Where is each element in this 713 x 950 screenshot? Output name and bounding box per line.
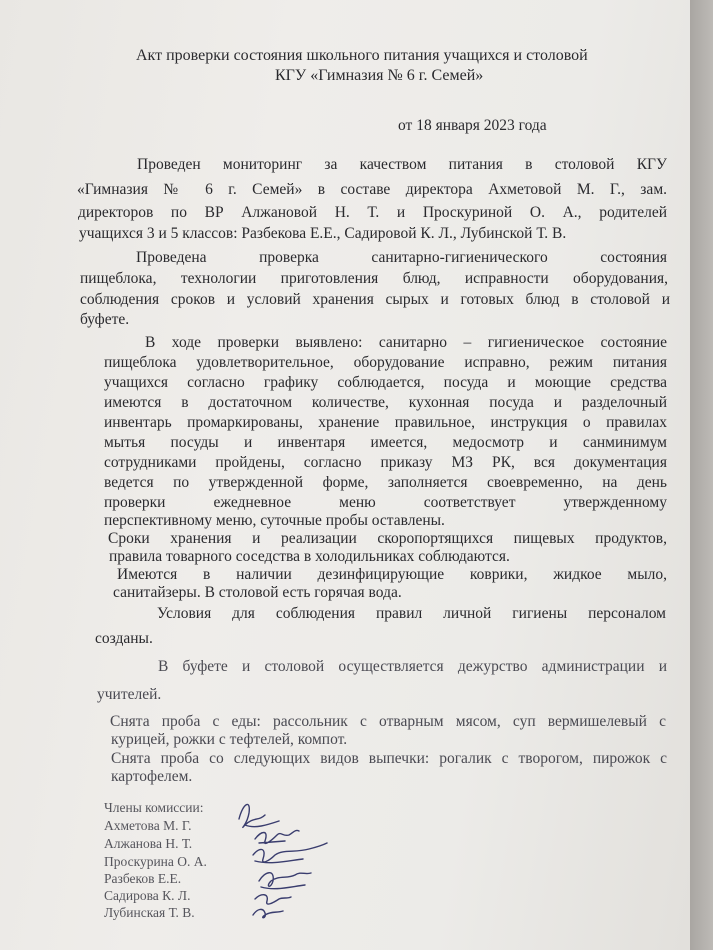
paragraph-2-line-3: соблюдения сроков и условий хранения сырых и готовых блюд в столовой и bbox=[80, 291, 670, 308]
paragraph-4-line-2: правила товарного соседства в холодильниках соблюдаются. bbox=[109, 548, 510, 565]
commission-member: Ахметова М. Г. bbox=[104, 818, 192, 833]
paragraph-3-line-3: учащихся согласно графику соблюдается, посуда и моющие средства bbox=[104, 374, 667, 391]
paragraph-3-line-9: проверки ежедневное меню соответствует утвержденному bbox=[104, 494, 667, 511]
paragraph-8-line-1: Снята проба с еды: рассольник с отварным мясом, суп вермишелевый с bbox=[110, 713, 666, 730]
paragraph-1-line-4: учащихся 3 и 5 классов: Разбекова Е.Е., Садировой К. Л., Лубинской Т. В. bbox=[79, 225, 567, 242]
signature-5 bbox=[255, 895, 291, 904]
paragraph-2-line-4: буфете. bbox=[80, 311, 130, 328]
paragraph-8-line-2: курицей, рожки с тефтелей, компот. bbox=[111, 731, 348, 748]
commission-member: Лубинская Т. В. bbox=[104, 905, 195, 920]
paragraph-3-line-6: мытья посуды и инвентаря имеется, медосмотр и санминимум bbox=[104, 434, 667, 451]
paragraph-3-line-7: сотрудниками пройдены, согласно приказу МЗ РК, вся документация bbox=[104, 454, 667, 471]
paragraph-8-line-4: картофелем. bbox=[111, 768, 193, 785]
signature-3 bbox=[253, 843, 327, 863]
signature-6 bbox=[253, 909, 283, 917]
paragraph-8-line-3: Снята проба со следующих видов выпечки: рогалик с творогом, пирожок с bbox=[111, 750, 667, 767]
paragraph-1-line-3: директоров по ВР Алжановой Н. Т. и Проскуриной О. А., родителей bbox=[78, 204, 667, 221]
signature-4 bbox=[259, 873, 311, 889]
signature-2 bbox=[255, 830, 299, 843]
signature-1 bbox=[239, 804, 279, 827]
paragraph-7-line-2: учителей. bbox=[97, 686, 162, 703]
paragraph-3-line-5: инвентарь промаркированы, хранение правильное, инструкция о правилах bbox=[104, 414, 667, 431]
paragraph-3-line-8: ведется по утвержденной форме, заполняется своевременно, на день bbox=[104, 474, 667, 491]
paragraph-6-line-1: Условия для соблюдения правил личной гигиены персоналом bbox=[157, 605, 666, 622]
paragraph-2-line-1: Проведена проверка санитарно-гигиенического состояния bbox=[136, 249, 667, 266]
commission-member: Разбеков Е.Е. bbox=[104, 871, 182, 886]
paragraph-2-line-2: пищеблока, технологии приготовления блюд, исправности оборудования, bbox=[80, 270, 668, 287]
commission-heading: Члены комиссии: bbox=[104, 800, 204, 815]
title-line-1: Акт проверки состояния школьного питания учащихся и столовой bbox=[136, 47, 588, 64]
paragraph-5-line-1: Имеются в наличии дезинфицирующие коврики, жидкое мыло, bbox=[117, 566, 667, 583]
commission-member: Садирова К. Л. bbox=[104, 888, 191, 903]
title-line-2: КГУ «Гимназия № 6 г. Семей» bbox=[275, 67, 484, 84]
commission-member: Проскурина О. А. bbox=[104, 854, 207, 869]
paragraph-3-line-1: В ходе проверки выявлено: санитарно – гигиеническое состояние bbox=[145, 334, 667, 351]
signatures-drawing bbox=[225, 795, 335, 925]
paragraph-7-line-1: В буфете и столовой осуществляется дежурство администрации и bbox=[158, 658, 667, 675]
paragraph-1-line-1: Проведен мониторинг за качеством питания в столовой КГУ bbox=[137, 156, 667, 173]
paragraph-5-line-2: санитайзеры. В столовой есть горячая вода. bbox=[113, 584, 402, 601]
paragraph-3-line-10: перспективному меню, суточные пробы оставлены. bbox=[104, 512, 445, 529]
document-date: от 18 января 2023 года bbox=[398, 117, 547, 134]
paragraph-1-line-2: «Гимназия № 6 г. Семей» в составе директора Ахметовой М. Г., зам. bbox=[77, 181, 667, 198]
background-edge bbox=[690, 0, 713, 950]
paragraph-3-line-2: пищеблока удовлетворительное, оборудование исправно, режим питания bbox=[104, 354, 667, 371]
paragraph-3-line-4: имеются в достаточном количестве, кухонная посуда и разделочный bbox=[104, 394, 667, 411]
paragraph-6-line-2: созданы. bbox=[95, 630, 153, 647]
commission-member: Алжанова Н. Т. bbox=[104, 836, 193, 851]
paragraph-4-line-1: Сроки хранения и реализации скоропортящихся пищевых продуктов, bbox=[108, 530, 667, 547]
